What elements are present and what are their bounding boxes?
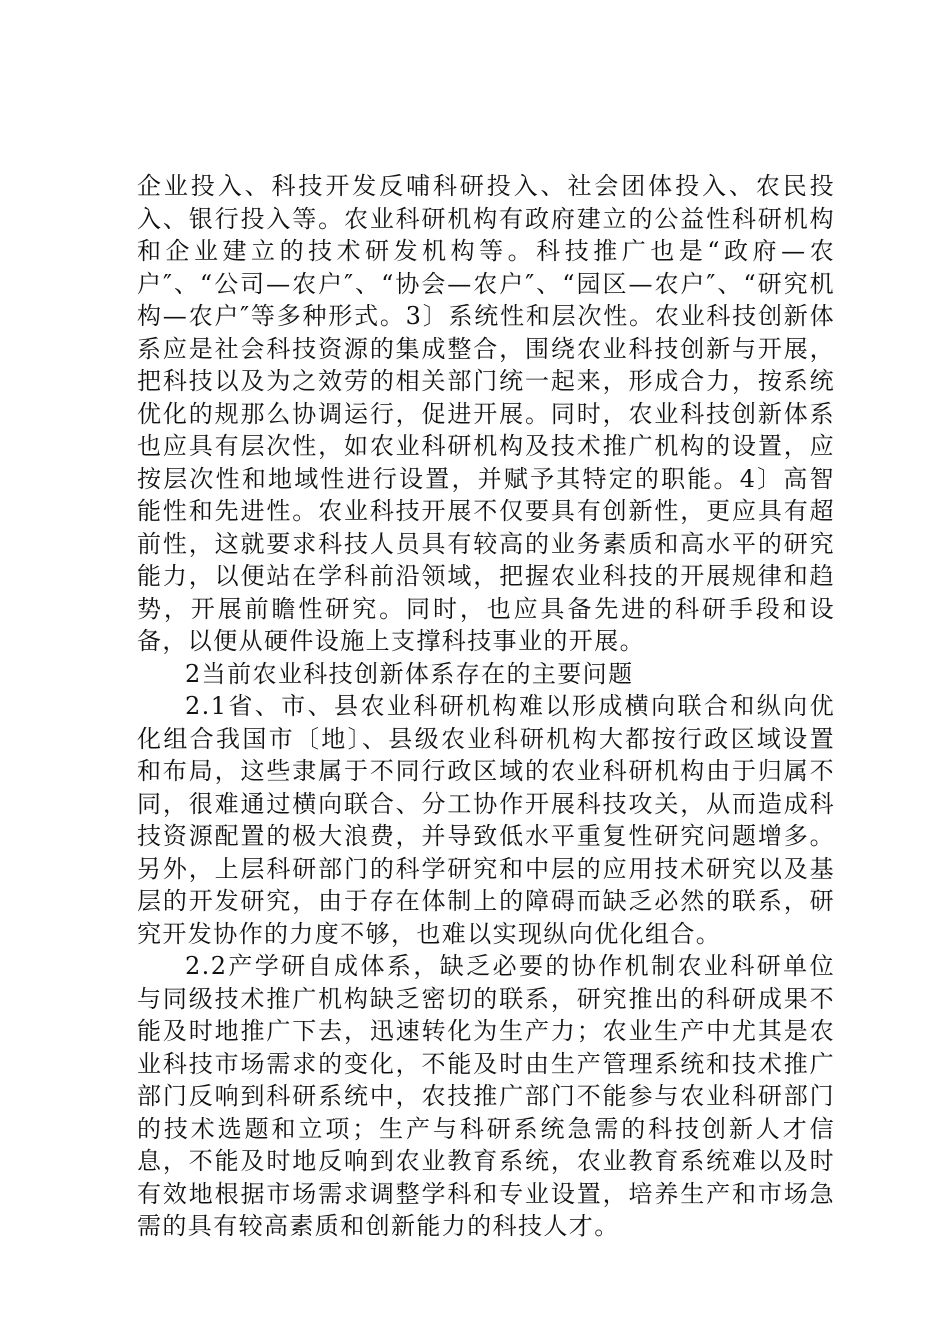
body-paragraph-continued: 企业投入、科技开发反哺科研投入、社会团体投入、农民投入、银行投入等。农业科研机构有政府建立的公益性科研机构和企业建立的技术研发机构等。科技推广也是“政府—农户″、“公司—农户″、“协会—农户″、“园区—农户″、“研究机构—农户″等多种形式。3〕系统性和层次性。农业科技创新体系应是社会科技资源的集成整合，围绕农业科技创新与开展，把科技以及为之效劳的相关部门统一起来，形成合力，按系统优化的规那么协调运行，促进开展。同时，农业科技创新体系也应具有层次性，如农业科研机构及技术推广机构的设置，应按层次性和地域性进行设置，并赋予其特定的职能。4〕高智能性和先进性。农业科技开展不仅要具有创新性，更应具有超前性，这就要求科技人员具有较高的业务素质和高水平的研究能力，以便站在学科前沿领域，把握农业科技的开展规律和趋势，开展前瞻性研究。同时，也应具备先进的科研手段和设备，以便从硬件设施上支撑科技事业的开展。 [137,172,835,655]
section-heading-2: 2当前农业科技创新体系存在的主要问题 [185,659,634,688]
subsection-paragraph-2-1: 2.1省、市、县农业科研机构难以形成横向联合和纵向优化组合我国市〔地〕、县级农业科研机构大都按行政区域设置和布局，这些隶属于不同行政区域的农业科研机构由于归属不同，很难通过横向联合、分工协作开展科技攻关，从而造成科技资源配置的极大浪费，并导致低水平重复性研究问题增多。另外，上层科研部门的科学研究和中层的应用技术研究以及基层的开发研究，由于存在体制上的障碍而缺乏必然的联系，研究开发协作的力度不够，也难以实现纵向优化组合。 [137,692,835,948]
subsection-paragraph-2-2: 2.2产学研自成体系，缺乏必要的协作机制农业科研单位与同级技术推广机构缺乏密切的联系，研究推出的科研成果不能及时地推广下去，迅速转化为生产力；农业生产中尤其是农业科技市场需求的变化，不能及时由生产管理系统和技术推广部门反响到科研系统中，农技推广部门不能参与农业科研部门的技术选题和立项；生产与科研系统急需的科技创新人才信息，不能及时地反响到农业教育系统，农业教育系统难以及时有效地根据市场需求调整学科和专业设置，培养生产和市场急需的具有较高素质和创新能力的科技人才。 [137,952,835,1240]
document-body [137,170,835,1243]
